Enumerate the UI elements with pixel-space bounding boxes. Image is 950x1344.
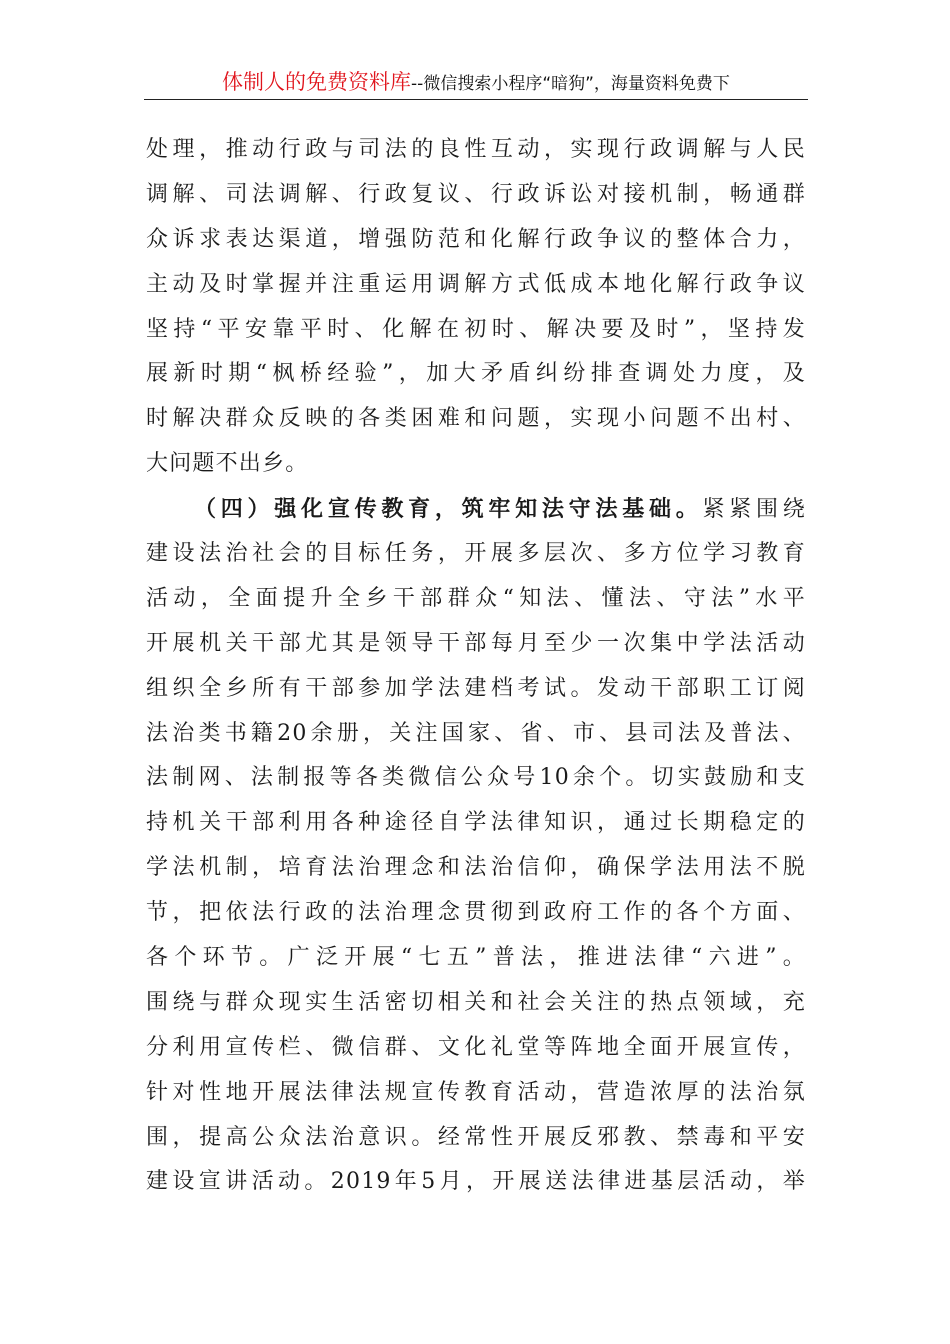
text-line: 法制网、法制报等各类微信公众号10余个。切实鼓励和支 bbox=[146, 765, 806, 791]
text-line: 大问题不出乡。 bbox=[146, 451, 309, 477]
text-line: 展新时期“枫桥经验”，加大矛盾纠纷排查调处力度，及 bbox=[146, 361, 806, 387]
text-line: 建设法治社会的目标任务，开展多层次、多方位学习教育 bbox=[146, 541, 806, 567]
text-line: 主动及时掌握并注重运用调解方式低成本地化解行政争议 bbox=[146, 271, 806, 297]
text-line: 调解、司法调解、行政复议、行政诉讼对接机制，畅通群 bbox=[146, 181, 806, 207]
header-brand: 体制人的免费资料库 bbox=[222, 70, 412, 94]
text-line: 开展机关干部尤其是领导干部每月至少一次集中学法活动 bbox=[146, 630, 806, 656]
text-line: 持机关干部利用各种途径自学法律知识，通过长期稳定的 bbox=[146, 810, 806, 836]
text-line: 处理，推动行政与司法的良性互动，实现行政调解与人民 bbox=[146, 137, 806, 162]
section-4-first-rest: 紧紧围绕 bbox=[702, 497, 806, 523]
text-line: 时解决群众反映的各类困难和问题，实现小问题不出村、 bbox=[146, 406, 806, 432]
text-line: 众诉求表达渠道，增强防范和化解行政争议的整体合力， bbox=[146, 226, 806, 252]
text-line: 分利用宣传栏、微信群、文化礼堂等阵地全面开展宣传， bbox=[146, 1034, 806, 1060]
text-line: 坚持“平安靠平时、化解在初时、解决要及时”，坚持发 bbox=[146, 316, 806, 342]
text-line: 各个环节。广泛开展“七五”普法，推进法律“六进”。 bbox=[146, 945, 806, 971]
text-line: 针对性地开展法律法规宣传教育活动，营造浓厚的法治氛 bbox=[146, 1079, 806, 1105]
text-line: 学法机制，培育法治理念和法治信仰，确保学法用法不脱 bbox=[146, 855, 806, 881]
section-4-first-line bbox=[146, 487, 806, 532]
body-text bbox=[146, 128, 806, 1205]
page-header bbox=[144, 66, 808, 98]
text-line: 活动，全面提升全乡干部群众“知法、懂法、守法”水平 bbox=[146, 585, 806, 611]
text-line: 建设宣讲活动。2019年5月，开展送法律进基层活动，举 bbox=[146, 1169, 806, 1195]
header-divider bbox=[144, 99, 808, 100]
text-line: 围绕与群众现实生活密切相关和社会关注的热点领域，充 bbox=[146, 989, 806, 1015]
header-slogan: --微信搜索小程序“暗狗”，海量资料免费下 bbox=[411, 74, 730, 94]
text-line: 法治类书籍20余册，关注国家、省、市、县司法及普法、 bbox=[146, 720, 806, 746]
text-line: 节，把依法行政的法治理念贯彻到政府工作的各个方面、 bbox=[146, 900, 806, 926]
text-line: 组织全乡所有干部参加学法建档考试。发动干部职工订阅 bbox=[146, 675, 806, 701]
text-line: 围，提高公众法治意识。经常性开展反邪教、禁毒和平安 bbox=[146, 1124, 806, 1150]
section-4-heading: （四）强化宣传教育，筑牢知法守法基础。 bbox=[194, 496, 703, 523]
